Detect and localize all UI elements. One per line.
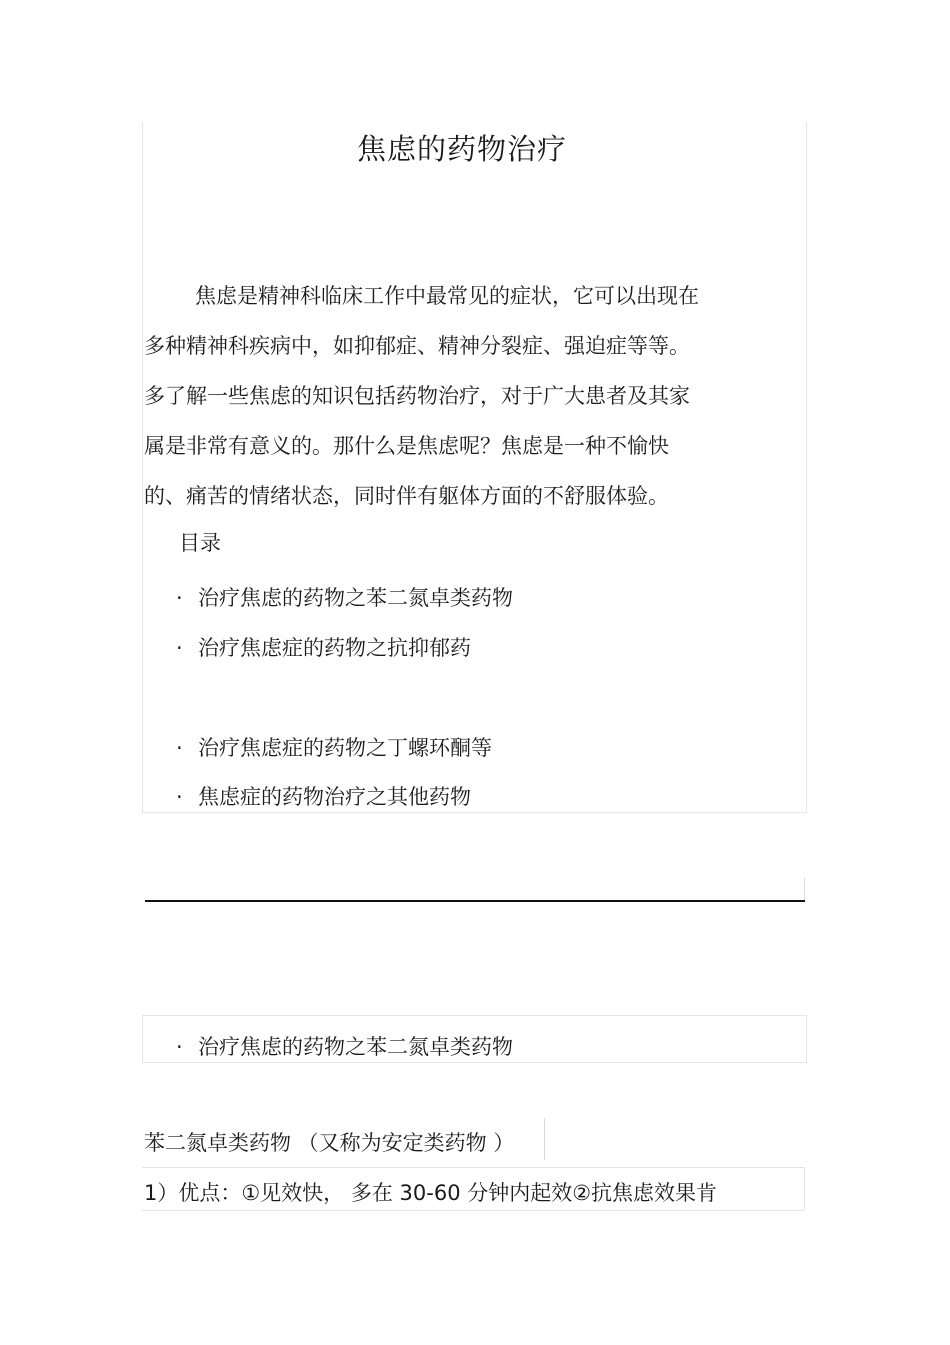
bullet-icon: · — [176, 636, 183, 660]
toc-item[interactable] — [176, 781, 471, 811]
horizontal-divider — [145, 900, 805, 902]
page-title: 焦虑的药物治疗 — [357, 132, 568, 166]
intro-line: 多了解一些焦虑的知识包括药物治疗，对于广大患者及其家 — [144, 384, 690, 408]
bullet-icon: · — [176, 785, 183, 809]
bullet-icon: · — [176, 1035, 183, 1059]
toc-item[interactable] — [176, 582, 513, 612]
intro-frame — [142, 122, 807, 813]
divider-tick — [804, 878, 805, 900]
toc-item-label: 治疗焦虑症的药物之抗抑郁药 — [198, 636, 471, 660]
intro-line: 多种精神科疾病中，如抑郁症、精神分裂症、强迫症等等。 — [144, 334, 690, 358]
bullet-icon: · — [176, 586, 183, 610]
toc-item-label: 焦虑症的药物治疗之其他药物 — [198, 785, 471, 809]
point-1: 1）优点：①见效快， 多在 30-60 分钟内起效②抗焦虑效果肯 — [144, 1181, 718, 1205]
intro-line: 焦虑是精神科临床工作中最常见的症状，它可以出现在 — [195, 284, 699, 308]
toc-item-label: 治疗焦虑症的药物之丁螺环酮等 — [198, 736, 492, 760]
subheading: 苯二氮卓类药物 （又称为安定类药物 ） — [144, 1131, 515, 1155]
toc-item[interactable] — [176, 632, 471, 662]
section-heading — [176, 1031, 513, 1061]
toc-item-label: 治疗焦虑的药物之苯二氮卓类药物 — [198, 586, 513, 610]
toc-item[interactable] — [176, 732, 492, 762]
subheading-tick — [544, 1118, 545, 1160]
section-heading-label: 治疗焦虑的药物之苯二氮卓类药物 — [198, 1035, 513, 1059]
intro-line: 属是非常有意义的。那什么是焦虑呢？焦虑是一种不愉快 — [144, 434, 669, 458]
intro-line: 的、痛苦的情绪状态，同时伴有躯体方面的不舒服体验。 — [144, 484, 669, 508]
bullet-icon: · — [176, 736, 183, 760]
toc-heading: 目录 — [179, 531, 221, 555]
